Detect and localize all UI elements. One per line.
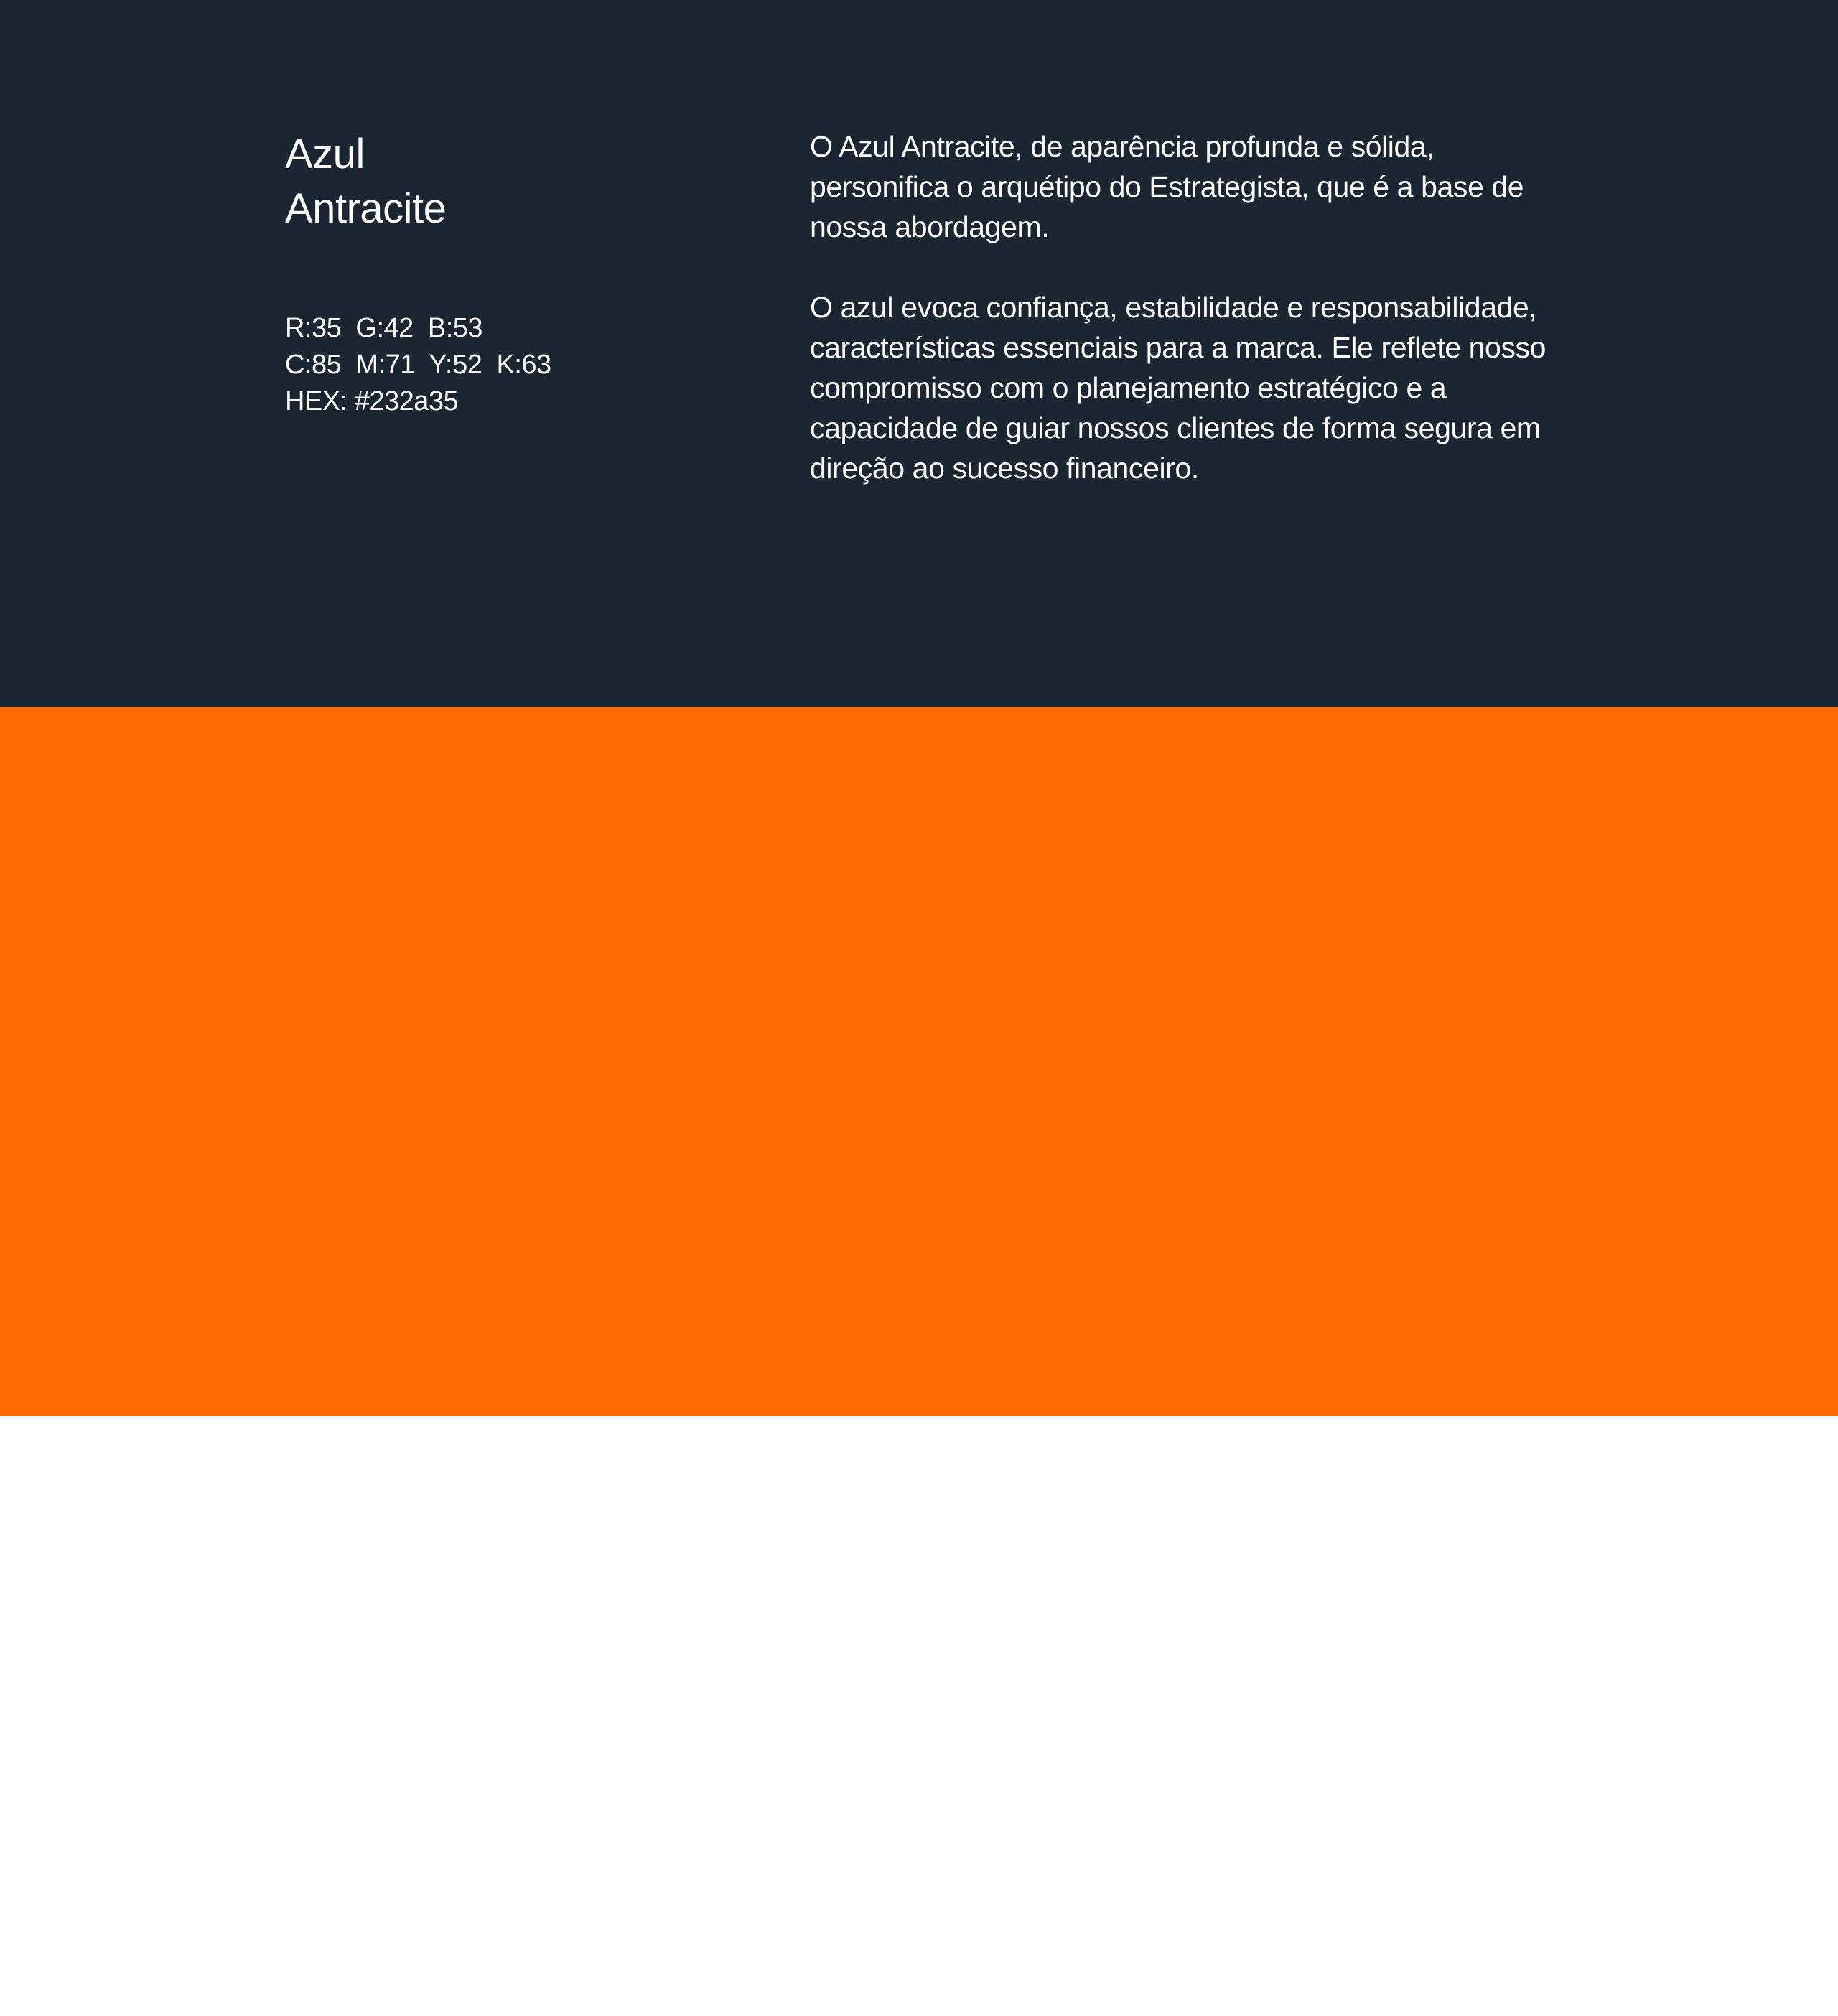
anthracite-hex-value: HEX: #232a35 — [285, 386, 459, 416]
anthracite-name-line2: Antracite — [285, 185, 447, 232]
orange-color-name — [283, 1616, 434, 1725]
anthracite-cmyk-value: C:85 M:71 Y:52 K:63 — [285, 350, 551, 380]
anthracite-swatch-panel — [0, 0, 1838, 707]
anthracite-name-line1: Azul — [285, 131, 365, 177]
anthracite-paragraph-2: O azul evoca confiança, estabilidade e responsabilidade, características essenciais para a marca. Ele reflete nosso compromisso com o planejamento estratégico e a capacidade de guiar nossos clientes de forma segura em direção ao sucesso financeiro. — [810, 291, 1547, 485]
anthracite-description — [810, 126, 1549, 488]
orange-color-specs — [283, 1774, 519, 1884]
anthracite-paragraph-1: O Azul Antracite, de aparência profunda e sólida, personifica o arquétipo do Estrategista, que é a base de nossa abordagem. — [810, 130, 1524, 243]
orange-paragraph-2: O laranja irradia energia, criatividade e inovação. Ele reflete nossa busca incessante por soluções inteligentes e eficazes na área de remuneração, onde a pesquisa e a análise são fundamentais. — [810, 1859, 1539, 2012]
anthracite-color-name — [285, 127, 446, 236]
orange-description — [810, 1614, 1549, 2016]
orange-swatch-panel — [0, 707, 1838, 2012]
orange-rgb-value: R:245 G:106 B:0 — [283, 1777, 495, 1807]
anthracite-color-specs — [285, 310, 551, 420]
orange-paragraph-1: Este tom vibrante de laranja, propositalmente batizado de Laranja Vibrante, é a cor central de nossa identidade visual. A cor encarna o arquétipo do Cientista, que desempenha um papel de apoio vital em nossa abordagem. — [810, 1618, 1547, 1811]
orange-name-line1: Laranja — [283, 1620, 419, 1666]
orange-cmyk-value: C:0 M:68 Y:97 K:0 — [283, 1814, 520, 1844]
orange-name-line2: Vibrante — [283, 1674, 434, 1721]
orange-hex-value: HEX: #f56a00 — [283, 1850, 449, 1880]
anthracite-rgb-value: R:35 G:42 B:53 — [285, 313, 483, 343]
